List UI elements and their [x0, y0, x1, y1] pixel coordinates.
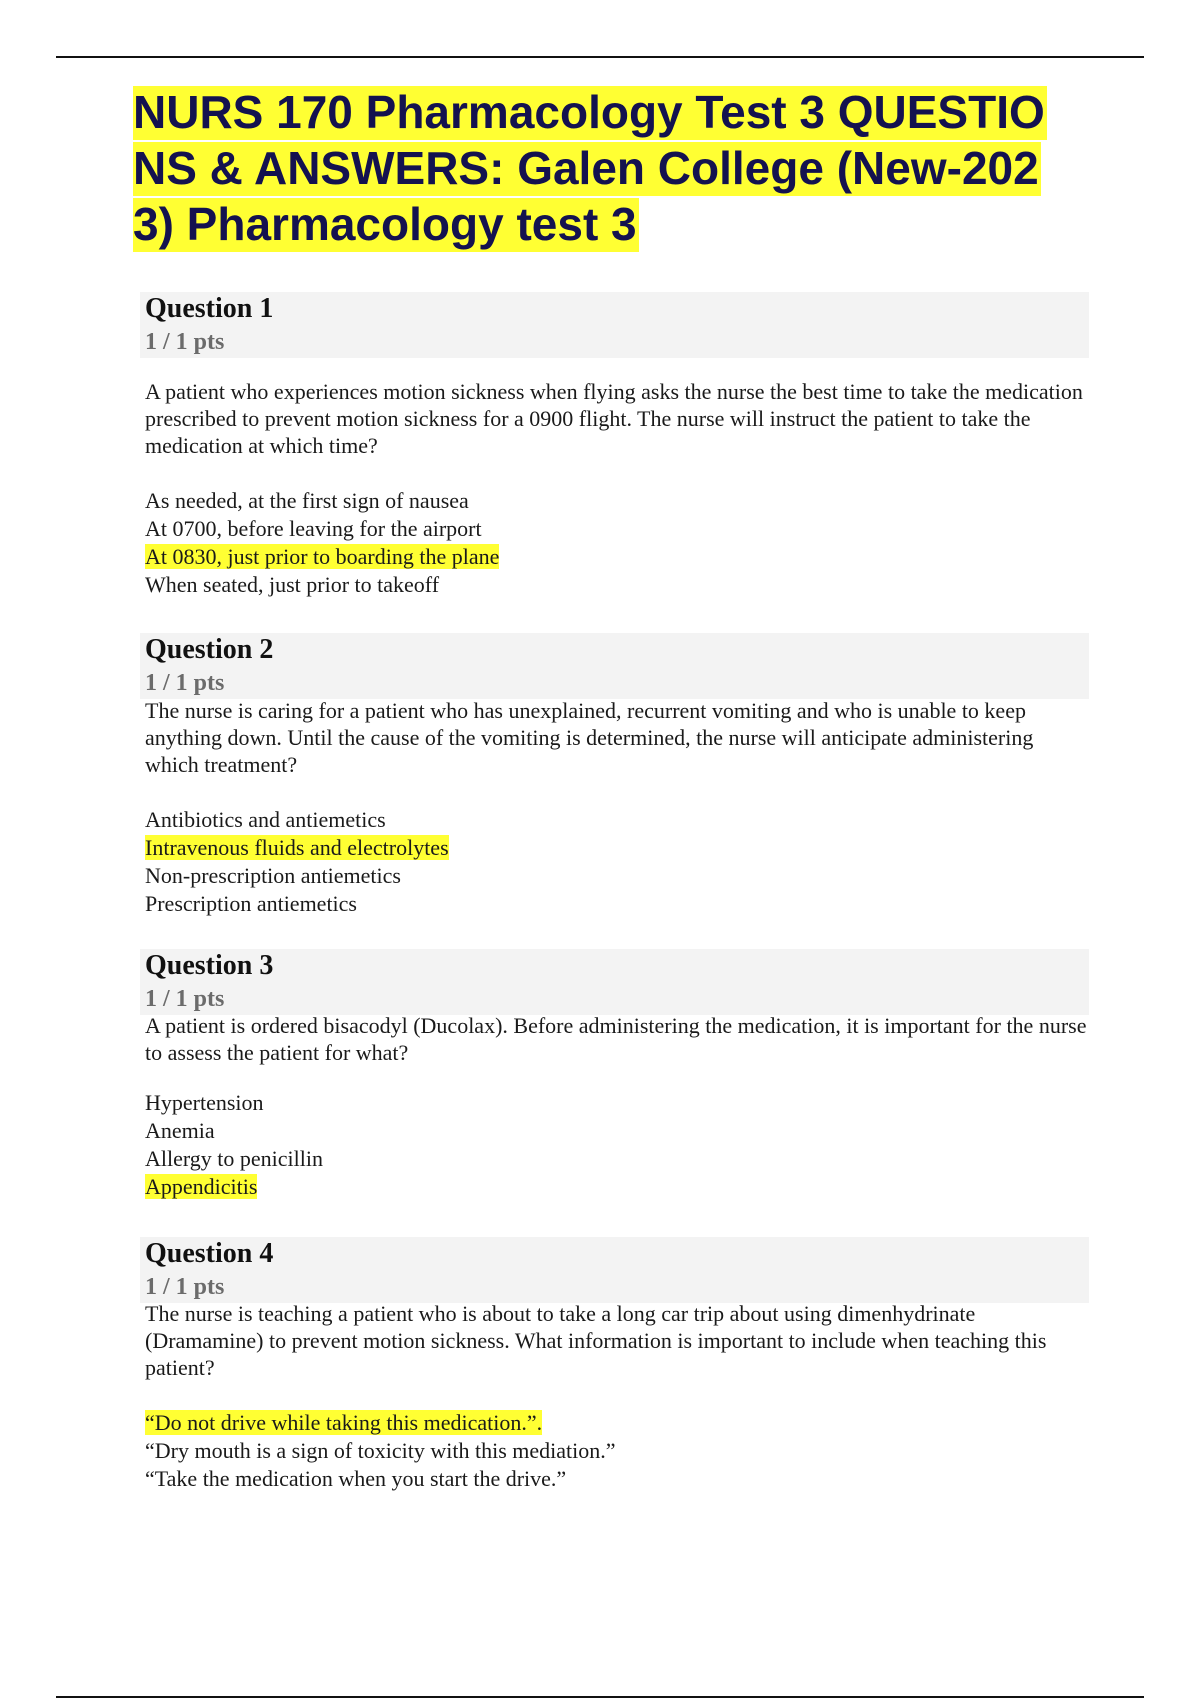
- answer-options: [145, 1409, 1089, 1493]
- bottom-rule: [56, 1696, 1144, 1698]
- question-text: A patient is ordered bisacodyl (Ducolax). Before administering the medication, it is important for the nurse to assess the patient for what?: [145, 1013, 1087, 1065]
- question-4: [145, 1237, 1089, 1493]
- question-header: [140, 1237, 1089, 1303]
- answer-option-correct: Intravenous fluids and electrolytes: [145, 835, 449, 860]
- question-title: Question 3: [145, 950, 274, 981]
- answer-option: Hypertension: [145, 1090, 264, 1115]
- question-points: 1 / 1 pts: [145, 986, 225, 1012]
- answer-option-correct: At 0830, just prior to boarding the plane: [145, 544, 500, 569]
- answer-options: [145, 1089, 1089, 1201]
- question-points: 1 / 1 pts: [145, 670, 225, 696]
- title-line: NS & ANSWERS: Galen College (New-202: [133, 142, 1039, 194]
- question-header: [140, 292, 1089, 358]
- question-text: A patient who experiences motion sickness when flying asks the nurse the best time to take the medication prescribed to prevent motion sickness for a 0900 flight. The nurse will instruct the patient to take the medication at which time?: [145, 379, 1083, 458]
- question-text: The nurse is caring for a patient who has unexplained, recurrent vomiting and who is unable to keep anything down. Until the cause of the vomiting is determined, the nurse will anticipate administering which treatment?: [145, 698, 1034, 777]
- answer-option: As needed, at the first sign of nausea: [145, 488, 469, 513]
- top-rule: [56, 56, 1144, 58]
- question-text: The nurse is teaching a patient who is about to take a long car trip about using dimenhydrinate (Dramamine) to prevent motion sickness. What information is important to include when teaching this patient?: [145, 1301, 1047, 1380]
- answer-option: Allergy to penicillin: [145, 1146, 324, 1171]
- answer-option: Antibiotics and antiemetics: [145, 807, 386, 832]
- question-title: Question 4: [145, 1238, 274, 1269]
- question-3: [145, 949, 1089, 1201]
- answer-option-correct: “Do not drive while taking this medication.”.: [145, 1410, 543, 1435]
- answer-option: Anemia: [145, 1118, 215, 1143]
- answer-option: “Dry mouth is a sign of toxicity with this mediation.”: [145, 1438, 616, 1463]
- question-title: Question 2: [145, 634, 274, 665]
- answer-option: Prescription antiemetics: [145, 891, 357, 916]
- title-line: 3) Pharmacology test 3: [133, 198, 637, 250]
- document-title: [133, 84, 1093, 252]
- answer-option: At 0700, before leaving for the airport: [145, 516, 482, 541]
- title-line: NURS 170 Pharmacology Test 3 QUESTIO: [133, 86, 1045, 138]
- answer-option: When seated, just prior to takeoff: [145, 572, 440, 597]
- answer-option-correct: Appendicitis: [145, 1174, 258, 1199]
- question-points: 1 / 1 pts: [145, 1274, 225, 1300]
- question-1: [145, 292, 1089, 599]
- answer-options: [145, 806, 1089, 918]
- answer-option: Non-prescription antiemetics: [145, 863, 401, 888]
- answer-options: [145, 487, 1089, 599]
- question-points: 1 / 1 pts: [145, 329, 225, 355]
- question-2: [145, 633, 1089, 918]
- answer-option: “Take the medication when you start the drive.”: [145, 1466, 567, 1491]
- question-title: Question 1: [145, 293, 274, 324]
- question-header: [140, 949, 1089, 1015]
- question-header: [140, 633, 1089, 699]
